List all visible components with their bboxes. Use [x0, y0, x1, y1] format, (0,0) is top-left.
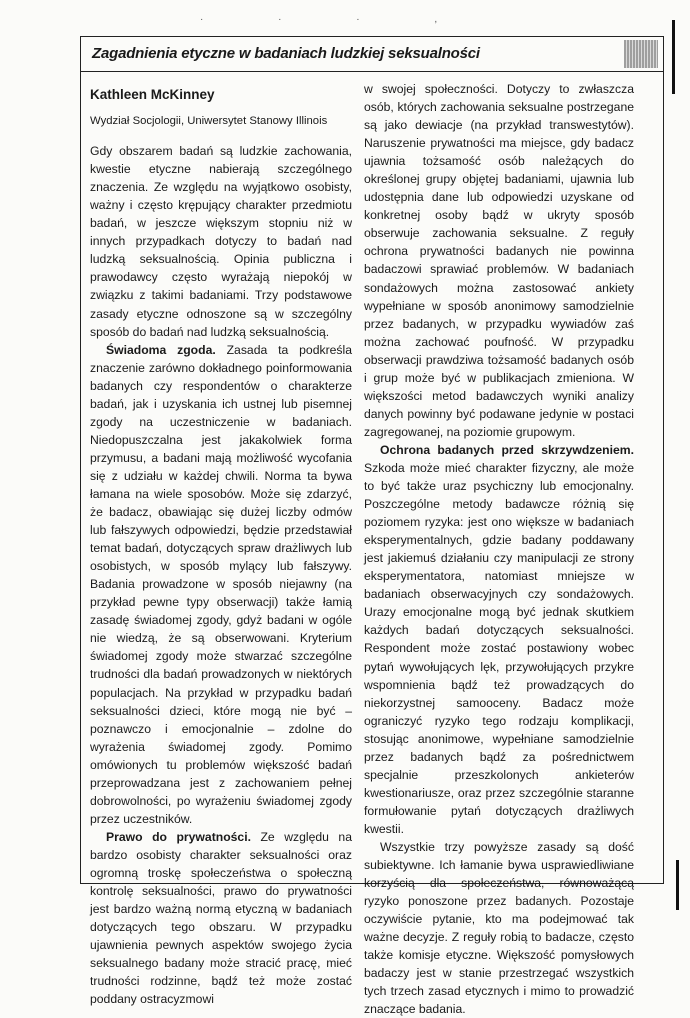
scan-dots: · · · , — [200, 14, 474, 25]
consent-paragraph — [90, 341, 352, 828]
intro-paragraph: Gdy obszarem badań są ludzkie zachowania, kwestie etyczne nabierają szczególnego znaczenia. Ze względu na wyjątkowo osobisty, ważny i często krępujący charakter przedmiotu badań, w jeszcze większym stopniu niż w innych przypadkach dotyczy to badań nad ludzką seksualnością. Opinia publiczna i prawodawcy często wyrażają niepokój w związku z takimi badaniami. Trzy podstawowe zasady etyczne odnoszone są w szczególny sposób do badań nad ludzką seksualnością. — [90, 144, 352, 339]
title-bar — [80, 36, 664, 72]
article-title: Zagadnienia etyczne w badaniach ludzkiej seksualności — [92, 45, 480, 62]
consent-heading: Świadoma zgoda. — [106, 342, 216, 357]
harm-text: Szkoda może mieć charakter fizyczny, ale może to być także uraz psychiczny lub emocjonalny. Poszczególne metody badawcze różnią się poziomem ryzyka: jest ono większe w badaniach eksperymentalnych, gdzie badany poddawany jest jakiemuś działaniu czy manipulacji ze strony eksperymentatora, natomiast mniejsze w badaniach obserwacyjnych czy sondażowych. Urazy emocjonalne mogą być jednak skutkiem każdych badań dotyczących seksualności. Respondent może zostać postawiony wobec pytań wywołujących lęk, przywołujących przykre wspomnienia bądź też prowadzących do niekorzystnej samooceny. Badacz może ograniczyć ryzyko tego rodzaju komplikacji, stosując anonimowe, wypełniane samodzielnie przez badanych bądź za pośrednictwem specjalnie przeszkolonych ankieterów kwestionariusze, oraz przez szczególnie staranne formułowanie pytań dotyczących drażliwych kwestii. — [364, 460, 634, 836]
author-name: Kathleen McKinney — [90, 87, 215, 102]
left-column — [90, 80, 352, 1008]
harm-paragraph — [364, 441, 634, 838]
scan-artifact — [624, 40, 658, 68]
right-column — [364, 80, 634, 1018]
closing-paragraph: Wszystkie trzy powyższe zasady są dość subiektywne. Ich łamanie bywa usprawiedliwiane korzyścią dla społeczeństwa, równoważącą ryzyko ponoszone przez badanych. Pozostaje oczywiście pytanie, kto ma podejmować tak ważne decyzje. Z reguły robią to badacze, często także komisje etyczne. Większość pomysłowych badaczy jest w stanie przestrzegać wszystkich tych trzech zasad etycznych i mimo to prowadzić znaczące badania. — [364, 839, 634, 1017]
harm-heading: Ochrona badanych przed skrzywdzeniem. — [380, 442, 634, 457]
page-edge-mark — [672, 20, 675, 94]
privacy-text: Ze względu na bardzo osobisty charakter seksualności oraz ogromną troskę społeczeństwa o społeczną kontrolę seksualności, prawo do prywatności jest bardzo ważną normą etyczną w badaniach dotyczących tego obszaru. W przypadku ujawnienia pewnych aspektów swojego życia seksualnego badany może stracić pracę, mieć trudności rodzinne, bądź też może zostać poddany ostracyzmowi — [90, 829, 352, 1007]
author-affiliation: Wydział Socjologii, Uniwersytet Stanowy Illinois — [90, 115, 328, 128]
privacy-continued: w swojej społeczności. Dotyczy to zwłaszcza osób, których zachowania seksualne postrzegane są jako dewiacje (na przykład transwestytów). Naruszenie prywatności ma miejsce, gdy badacz ujawnia tożsamość osób należących do określonej grupy objętej badaniami, ujawnia lub udostępnia dane lub odpowiedzi uzyskane od konkretnej osoby bądź w ukryty sposób obserwuje zachowania seksualne. Z reguły ochrona prywatności badanych nie powinna badaczowi sprawiać problemów. W badaniach sondażowych można zastosować ankiety wypełniane w sposób anonimowy samodzielnie przez badanych, w przypadku wywiadów zaś można zachować poufność. W przypadku obserwacji prawdziwa tożsamość badanych osób i grup może być w publikacjach zmieniona. W większości metod badawczych wyniki analizy danych powinny być podawane jedynie w postaci zagregowanej, na poziomie grupowym. — [364, 82, 634, 439]
privacy-paragraph — [90, 828, 352, 1008]
privacy-heading: Prawo do prywatności. — [106, 829, 251, 844]
consent-text: Zasada ta podkreśla znaczenie zarówno dokładnego poinformowania badanych czy respondentów o charakterze badań, jak i uzyskania ich ustnej lub pisemnej zgody na uczestniczenie w badaniach. Niedopuszczalna jest jakakolwiek forma przymusu, a badani mają możliwość wycofania się z udziału w każdej chwili. Norma ta bywa łamana na wiele sposobów. Może się zdarzyć, że badacz, obawiając się dużej liczby odmów lub fałszywych odpowiedzi, będzie przedstawiał temat badań, dotyczących spraw drażliwych lub osobistych, w sposób mylący lub fałszywy. Badania prowadzone w sposób niejawny (na przykład pewne typy obserwacji) także łamią zasadę świadomej zgody, gdyż badani w ogóle nie wiedzą, że są obserwowani. Kryterium świadomej zgody może stwarzać szczególne trudności dla badań prowadzonych w niektórych populacjach. Na przykład w przypadku badań seksualności dzieci, które mogą nie być – poznawczo i emocjonalnie – zdolne do wyrażenia świadomej zgody. Pomimo omówionych tu problemów większość badań przeprowadzana jest z zachowaniem pełnej dobrowolności, po wyrażeniu świadomej zgody przez uczestników. — [90, 342, 352, 826]
page-edge-mark-bottom — [676, 860, 679, 910]
